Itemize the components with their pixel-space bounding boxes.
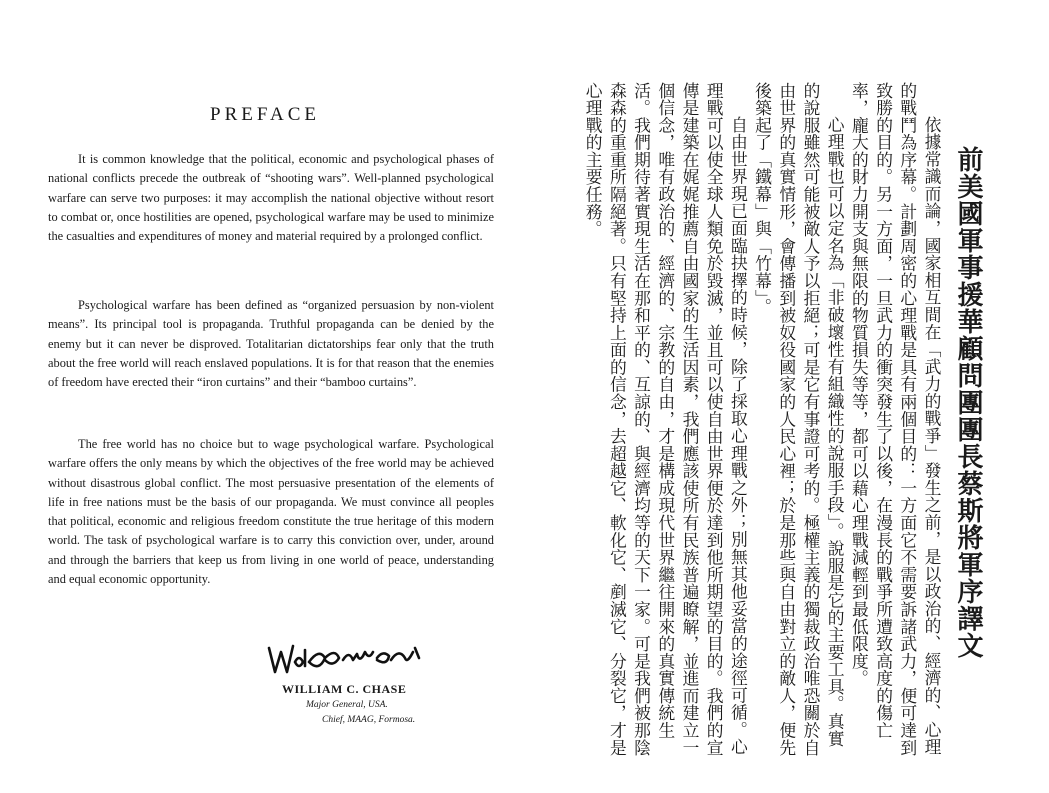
chinese-body	[568, 82, 944, 762]
chinese-paragraph: 自由世界現已面臨抉擇的時候，除了採取心理戰之外；別無其他妥當的途徑可循。心理戰可以使全球人類免於毀滅，並且可以使自由世界便於達到他所期望的目的。我們的宣傳是建築在娓娓推薦自由國家的生活因素，我們應該使所有民族普遍瞭解，並進而建立一個信念，唯有政治的、經濟的、宗教的自由，才是構成現代世界繼往開來的真實傳統生活。我們期待著實現生活在那和平的、互諒的、與經濟均等的天下一家。可是我們被那陰森森的重重所隔絕著。只有堅持上面的信念，去超越它、軟化它、剷滅它、分裂它，才是心理戰的主要任務。	[583, 82, 749, 757]
handwritten-signature	[265, 640, 445, 680]
signer-name: WILLIAM C. CHASE	[282, 682, 407, 696]
chinese-paragraph: 依據常識而論，國家相互間在「武力的戰爭」發生之前，是以政治的、經濟的、心理的戰鬥為序幕。計劃周密的心理戰是具有兩個目的：一方面它不需要訴諸武力，便可達到致勝的目的。另一方面，一旦武力的衝突發生了以後，在漫長的戰爭所遭致高度的傷亡率，龐大的財力開支與無限的物質損失等等，都可以藉心理戰減輕到最低限度。	[849, 82, 942, 757]
preface-paragraph: It is common knowledge that the political, economic and psychological phases of national conflicts precede the outbreak of “shooting wars”. Well-planned psychological warfare can serve two purposes: it may accomplish the national objective without resort to combat or, once hostilities are opened, psychological warfare may be used to minimize the casualties and expenditures of money and material required by a prolonged conflict.	[48, 152, 494, 244]
preface-title: PREFACE	[210, 104, 321, 125]
signer-rank: Major General, USA.	[306, 700, 388, 710]
preface-paragraph: Psychological warfare has been defined as “organized persuasion by non-violent means”. Its principal tool is propaganda. Truthful propaganda can be denied by the enemy but it can never be disproved. Totalitarian dictatorships fear only that the truth about the free world will reach enslaved populations. It is for that reason that the enemies of freedom have erected their “iron curtains” and their “bamboo curtains”.	[48, 298, 494, 390]
preface-paragraph: The free world has no choice but to wage psychological warfare. Psychological warfare offers the only means by which the objectives of the free world may be achieved without disastrous global conflict. The most persuasive presentation of the elements of life in free nations must be the basis of our propaganda. We must convince all peoples that political, economic and religious freedom constitute the true heritage of this modern world. The task of psychological warfare is to carry this conviction over, under, around and through the barriers that keep us from living in one world of peace, understanding and equal economic opportunity.	[48, 437, 494, 587]
signer-post: Chief, MAAG, Formosa.	[322, 715, 416, 725]
chinese-paragraph: 心理戰也可以定名為「非破壞性有組織性的說服手段」。說服是它的主要工具。真實的說服雖然可能被敵人予以拒絕；可是它有事證可考的。極權主義的獨裁政治唯恐關於自由世界的真實情形，會傳播到被奴役國家的人民心裡；於是那些與自由對立的敵人，便先後築起了「鐵幕」與「竹幕」。	[752, 82, 846, 757]
chinese-translation-page	[568, 70, 988, 760]
chinese-title: 前美國軍事援華顧問團團長蔡斯將軍序譯文	[953, 146, 983, 659]
